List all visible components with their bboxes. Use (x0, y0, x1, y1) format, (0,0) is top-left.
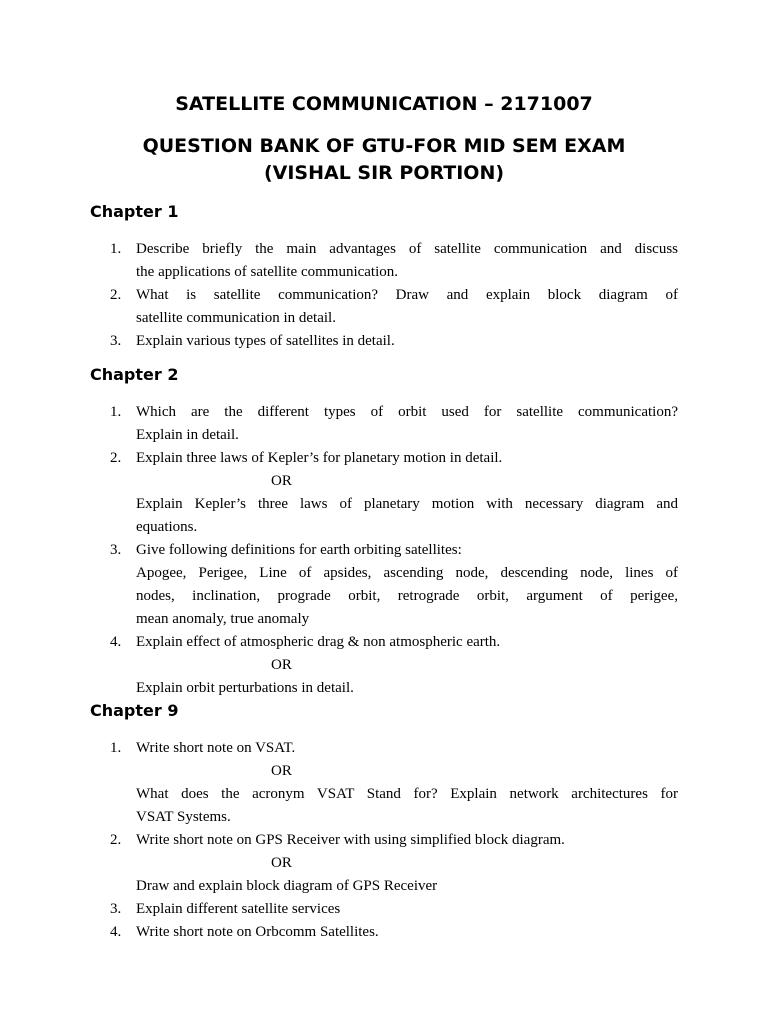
or-separator: OR (271, 855, 292, 871)
question-number: 4. (110, 634, 122, 650)
question-text: Explain in detail. (136, 427, 239, 443)
question-item (110, 238, 678, 284)
alternative-question-text: equations. (136, 519, 198, 535)
question-text: Describe briefly the main advantages of satellite communication and discuss (136, 241, 678, 257)
definition-terms: nodes, inclination, prograde orbit, retrograde orbit, argument of perigee, (136, 588, 678, 604)
question-item (110, 401, 678, 447)
or-separator: OR (271, 763, 292, 779)
question-text: satellite communication in detail. (136, 310, 336, 326)
question-item (110, 539, 678, 631)
document-subtitle: QUESTION BANK OF GTU-FOR MID SEM EXAM (142, 135, 626, 157)
alternative-question-text: Explain orbit perturbations in detail. (136, 680, 354, 696)
question-number: 3. (110, 333, 122, 349)
question-text: Give following definitions for earth orbiting satellites: (136, 542, 462, 558)
chapter-heading-9: Chapter 9 (90, 701, 179, 720)
question-text: Write short note on VSAT. (136, 740, 296, 756)
question-number: 2. (110, 832, 122, 848)
question-number: 1. (110, 241, 122, 257)
or-separator: OR (271, 657, 292, 673)
definition-terms: Apogee, Perigee, Line of apsides, ascending node, descending node, lines of (136, 565, 678, 581)
question-number: 3. (110, 542, 122, 558)
alternative-question-text: What does the acronym VSAT Stand for? Explain network architectures for (136, 786, 678, 802)
question-text: Explain different satellite services (136, 901, 341, 917)
question-text: What is satellite communication? Draw and explain block diagram of (136, 287, 678, 303)
or-separator: OR (271, 473, 292, 489)
document-title: SATELLITE COMMUNICATION – 2171007 (175, 93, 593, 115)
question-item (110, 737, 678, 829)
question-text: Which are the different types of orbit used for satellite communication? (136, 404, 678, 420)
question-item (110, 921, 678, 944)
question-number: 1. (110, 404, 122, 420)
question-number: 1. (110, 740, 122, 756)
question-item (110, 330, 678, 353)
question-text: the applications of satellite communication. (136, 264, 399, 280)
question-text: Write short note on GPS Receiver with using simplified block diagram. (136, 832, 565, 848)
question-text: Explain effect of atmospheric drag & non atmospheric earth. (136, 634, 501, 650)
chapter-heading-1: Chapter 1 (90, 202, 179, 221)
question-item (110, 631, 678, 700)
alternative-question-text: Explain Kepler’s three laws of planetary motion with necessary diagram and (136, 496, 678, 512)
question-item (110, 447, 678, 539)
chapter-heading-2: Chapter 2 (90, 365, 179, 384)
question-number: 2. (110, 450, 122, 466)
definition-terms: mean anomaly, true anomaly (136, 611, 310, 627)
chapter-9-question-list (110, 737, 678, 944)
question-number: 3. (110, 901, 122, 917)
question-item (110, 829, 678, 898)
alternative-question-text: Draw and explain block diagram of GPS Receiver (136, 878, 438, 894)
question-text: Explain various types of satellites in detail. (136, 333, 395, 349)
question-item (110, 284, 678, 330)
question-number: 4. (110, 924, 122, 940)
question-number: 2. (110, 287, 122, 303)
question-text: Write short note on Orbcomm Satellites. (136, 924, 379, 940)
document-subtitle-portion: (VISHAL SIR PORTION) (263, 162, 505, 184)
question-text: Explain three laws of Kepler’s for planetary motion in detail. (136, 450, 503, 466)
chapter-1-question-list (110, 238, 678, 353)
alternative-question-text: VSAT Systems. (136, 809, 231, 825)
chapter-2-question-list (110, 401, 678, 700)
question-item (110, 898, 678, 921)
